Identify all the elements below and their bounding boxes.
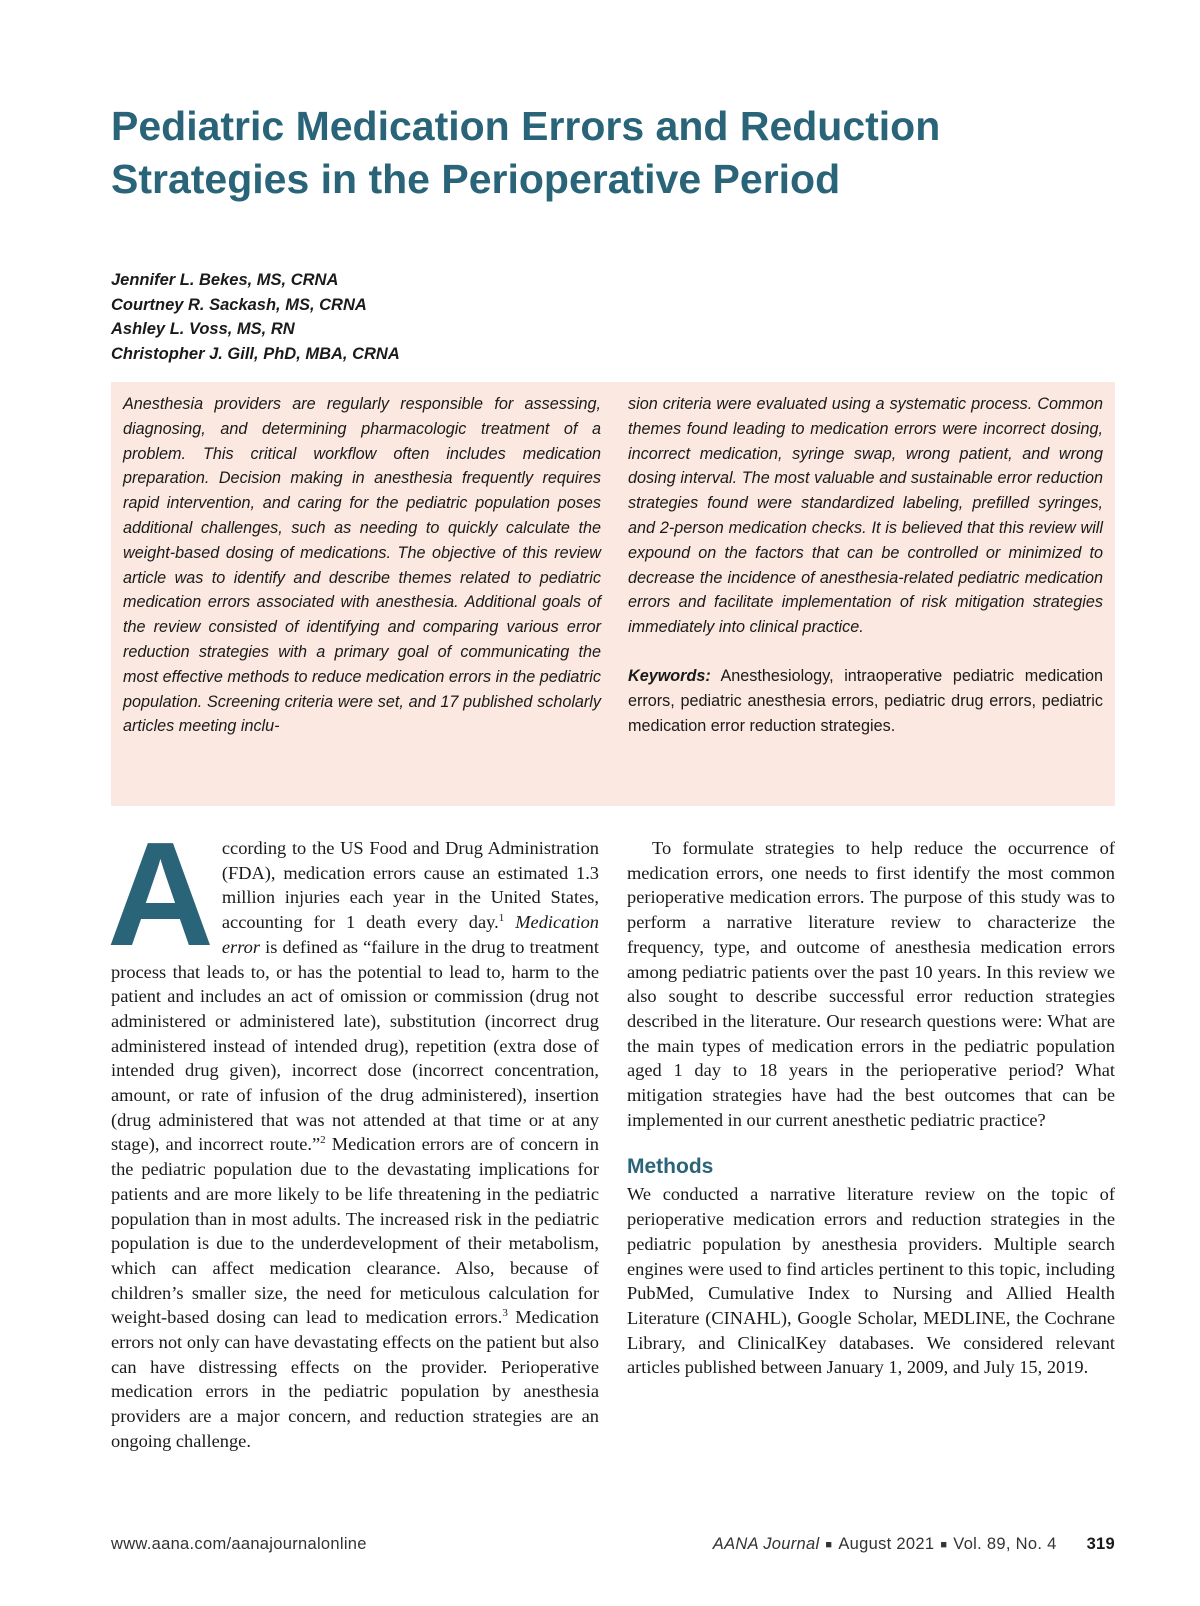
- author-name: Ashley L. Voss, MS, RN: [111, 320, 295, 338]
- abstract-box: [111, 382, 1115, 806]
- author-name: Christopher J. Gill, PhD, MBA, CRNA: [111, 344, 400, 363]
- journal-citation: [713, 1535, 1115, 1554]
- volume-issue: Vol. 89, No. 4: [953, 1535, 1057, 1553]
- abstract-column-left: [123, 392, 601, 739]
- citation-ref: 1: [498, 911, 505, 924]
- abstract-text: Anesthesia providers are regularly responsible for assessing, diagnosing, and determining pharmacologic treatment of a problem. This critical workflow often includes medication preparation. Decision making in anesthesia frequently requires rapid intervention, and caring for the pediatric population poses additional challenges, such as needing to quickly calculate the weight-based dosing of medications. The objective of this review article was to identify and describe themes related to pediatric medication errors associated with anesthesia. Additional goals of the review consisted of identifying and comparing various error reduction strategies with a primary goal of communicating the most effective methods to reduce medication errors in the pediatric population. Screening criteria were set, and 17 published scholarly articles meeting inclu-: [123, 395, 601, 736]
- separator-square: ■: [940, 1539, 948, 1551]
- keywords-text: Anesthesiology, intraoperative pediatric medication errors, pediatric anesthesia errors, pediatric drug errors, pediatric medication error reduction strategies.: [628, 666, 1103, 735]
- journal-url: www.aana.com/aanajournalonline: [111, 1535, 367, 1553]
- body-column-left: [107, 812, 599, 1454]
- page-number: 319: [1086, 1535, 1115, 1553]
- journal-name: AANA Journal: [712, 1535, 820, 1553]
- article-title: Pediatric Medication Errors and Reduction Strategies in the Perioperative Period: [111, 103, 941, 202]
- body-column-right: [627, 836, 1115, 1380]
- intro-text: Medication errors are of concern in the pediatric population due to the devastating implications for patients and are more likely to be life threatening in the pediatric population than in most adults. The increased risk in the pediatric population is due to the underdevelopment of their metabolism, which can affect medication clearance. Also, because of children’s smaller size, the need for meticulous calculation for weight-based dosing can lead to medication errors.: [111, 1134, 599, 1328]
- abstract-text-continued: sion criteria were evaluated using a systematic process. Common themes found leading to medication errors were incorrect dosing, incorrect medication, syringe swap, wrong patient, and wrong dosing interval. The most valuable and sustainable error reduction strategies found were standardized labeling, prefilled syringes, and 2-person medication checks. It is believed that this review will expound on the factors that can be controlled or minimized to decrease the incidence of anesthesia-related pediatric medication errors and facilitate implementation of risk mitigation strategies immediately into clinical practice.: [628, 395, 1103, 637]
- defined-term: Medication error: [221, 912, 599, 957]
- intro-text: is defined as “failure in the drug to treatment process that leads to, or has the potential to lead to, harm to the patient and includes an act of omission or commission (drug not administered or administered late), substitution (incorrect drug administered instead of intended drug), repetition (extra dose of intended drug given), incorrect dose (incorrect concentration, amount, or rate of infusion of the drug administered), insertion (drug administered that was not attended at that time or at any stage), and incorrect route.”: [111, 936, 599, 1155]
- methods-paragraph: We conducted a narrative literature review on the topic of perioperative medication errors and reduction strategies in the pediatric population by anesthesia providers. Multiple search engines were used to find articles pertinent to this topic, including PubMed, Cumulative Index to Nursing and Allied Health Literature (CINAHL), Google Scholar, MEDLINE, the Cochrane Library, and ClinicalKey databases. We considered relevant articles published between January 1, 2009, and July 15, 2019.: [627, 1184, 1115, 1378]
- drop-cap: A: [107, 812, 214, 977]
- author-name: Jennifer L. Bekes, MS, CRNA: [111, 271, 339, 289]
- citation-ref: 3: [502, 1307, 508, 1320]
- author-list: [111, 268, 400, 366]
- section-heading: Methods: [627, 1155, 714, 1179]
- intro-paragraph: [107, 812, 599, 1454]
- separator-square: ■: [825, 1539, 833, 1551]
- intro-text: Medication errors not only can have devastating effects on the patient but also can have distressing effects on the provider. Perioperative medication errors in the pediatric population by anesthesia providers are a major concern, and reduction strategies are an ongoing challenge.: [111, 1307, 599, 1451]
- intro-text: ccording to the US Food and Drug Administration (FDA), medication errors cause an estimated 1.3 million injuries each year in the United States, accounting for 1 death every day.: [221, 838, 599, 933]
- purpose-paragraph: To formulate strategies to help reduce the occurrence of medication errors, one needs to first identify the most common perioperative medication errors. The purpose of this study was to perform a narrative literature review to characterize the frequency, type, and outcome of anesthesia medication errors among pediatric patients over the past 10 years. In this review we also sought to describe successful error reduction strategies described in the literature. Our research questions were: What are the main types of medication errors in the pediatric population aged 1 day to 18 years in the perioperative period? What mitigation strategies have had the best outcomes that can be implemented in our current anesthetic pediatric practice?: [627, 838, 1115, 1130]
- author-name: Courtney R. Sackash, MS, CRNA: [111, 295, 367, 314]
- abstract-column-right: [628, 392, 1103, 738]
- keywords: [628, 664, 1103, 738]
- keywords-label: Keywords:: [628, 666, 711, 685]
- citation-ref: 2: [320, 1134, 326, 1147]
- issue-date: August 2021: [838, 1535, 935, 1553]
